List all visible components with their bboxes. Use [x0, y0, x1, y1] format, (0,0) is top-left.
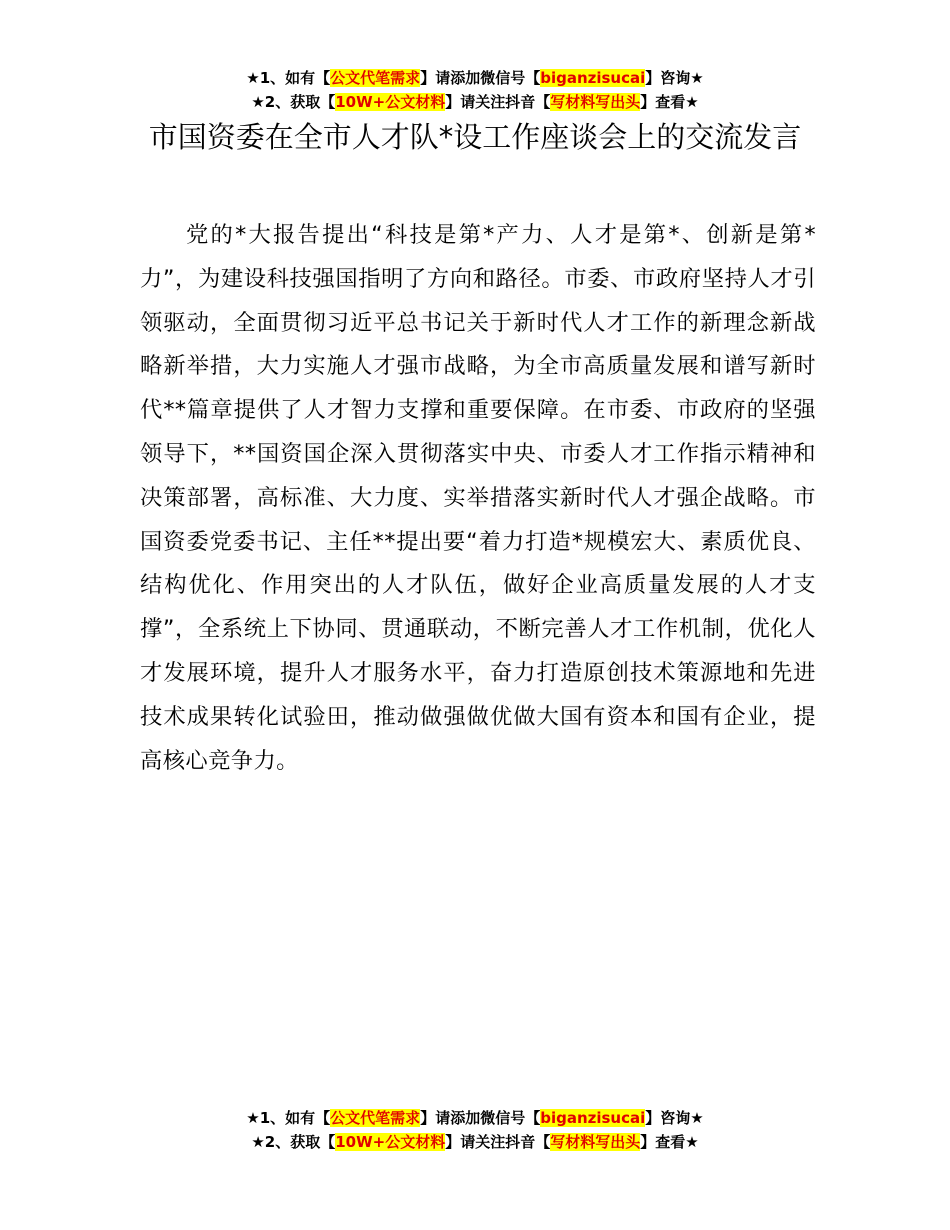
promo-text: 】查看★: [640, 1133, 699, 1151]
promo-highlight: 公文代笔需求: [330, 1109, 421, 1127]
promo-text: 】咨询★: [645, 69, 704, 87]
document-body-paragraph: 党的*大报告提出“科技是第*产力、人才是第*、创新是第*力”，为建设科技强国指明了方向和路径。市委、市政府坚持人才引领驱动，全面贯彻习近平总书记关于新时代人才工作的新理念新战略新举措，大力实施人才强市战略，为全市高质量发展和谱写新时代**篇章提供了人才智力支撑和重要保障。在市委、市政府的坚强领导下，**国资国企深入贯彻落实中央、市委人才工作指示精神和决策部署，高标准、大力度、实举措落实新时代人才强企战略。市国资委党委书记、主任**提出要“着力打造*规模宏大、素质优良、结构优化、作用突出的人才队伍，做好企业高质量发展的人才支撑”，全系统上下协同、贯通联动，不断完善人才工作机制，优化人才发展环境，提升人才服务水平，奋力打造原创技术策源地和先进技术成果转化试验田，推动做强做优做大国有资本和国有企业，提高核心竞争力。: [140, 222, 816, 774]
document-title: 市国资委在全市人才队*设工作座谈会上的交流发言: [148, 120, 802, 154]
promo-text: 】请添加微信号【: [420, 1109, 541, 1127]
promo-text: 】请关注抖音【: [445, 1133, 551, 1151]
header-promo-banner: [0, 66, 950, 114]
promo-text: ★2、获取【: [251, 93, 336, 111]
promo-highlight-douyin-account: 写材料写出头: [550, 93, 641, 111]
promo-text: 】请添加微信号【: [420, 69, 541, 87]
promo-text: ★1、如有【: [246, 1109, 331, 1127]
promo-highlight: 10W+公文材料: [335, 1133, 446, 1151]
header-promo-line-2: [0, 90, 950, 114]
footer-promo-banner: [0, 1106, 950, 1154]
promo-text: 】查看★: [640, 93, 699, 111]
footer-promo-line-1: [0, 1106, 950, 1130]
promo-highlight: 公文代笔需求: [330, 69, 421, 87]
promo-text: 】请关注抖音【: [445, 93, 551, 111]
promo-highlight-wechat-id: biganzisucai: [540, 1109, 646, 1127]
promo-text: 】咨询★: [645, 1109, 704, 1127]
promo-highlight-douyin-account: 写材料写出头: [550, 1133, 641, 1151]
promo-highlight-wechat-id: biganzisucai: [540, 69, 646, 87]
footer-promo-line-2: [0, 1130, 950, 1154]
header-promo-line-1: [0, 66, 950, 90]
promo-highlight: 10W+公文材料: [335, 93, 446, 111]
promo-text: ★2、获取【: [251, 1133, 336, 1151]
promo-text: ★1、如有【: [246, 69, 331, 87]
